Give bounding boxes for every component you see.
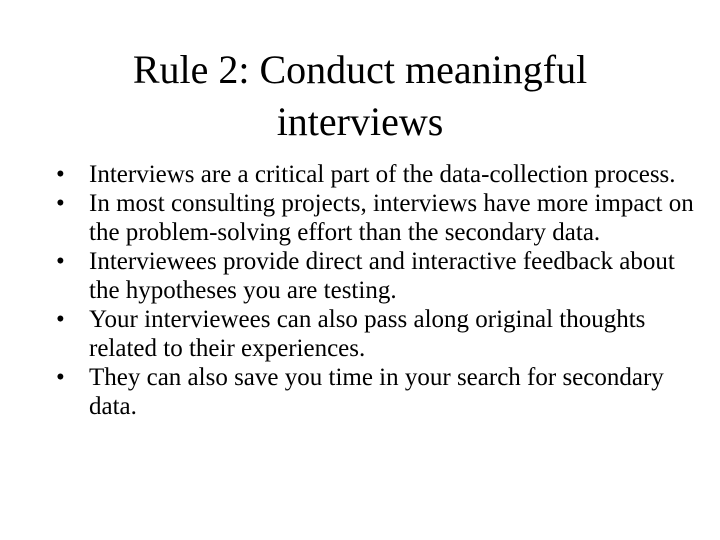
bullet-item xyxy=(56,363,696,421)
bullet-text: They can also save you time in your search for secondary data. xyxy=(89,364,664,420)
bullet-text: In most consulting projects, interviews have more impact on the problem-solving effort than the secondary data. xyxy=(89,190,694,246)
bullet-list xyxy=(56,160,696,421)
slide-title-line-2: interviews xyxy=(276,99,444,144)
bullet-icon: • xyxy=(56,190,65,217)
bullet-icon: • xyxy=(56,364,65,391)
slide-title-line-1: Rule 2: Conduct meaningful xyxy=(132,47,588,92)
bullet-item xyxy=(56,247,696,305)
slide-title xyxy=(60,44,660,148)
bullet-text: Interviews are a critical part of the data-collection process. xyxy=(89,161,676,188)
bullet-text: Your interviewees can also pass along original thoughts related to their experiences. xyxy=(89,306,646,362)
bullet-icon: • xyxy=(56,306,65,333)
bullet-item xyxy=(56,160,696,189)
bullet-text: Interviewees provide direct and interactive feedback about the hypotheses you are testing. xyxy=(89,248,675,304)
bullet-item xyxy=(56,305,696,363)
bullet-icon: • xyxy=(56,248,65,275)
bullet-icon: • xyxy=(56,161,65,188)
bullet-item xyxy=(56,189,696,247)
